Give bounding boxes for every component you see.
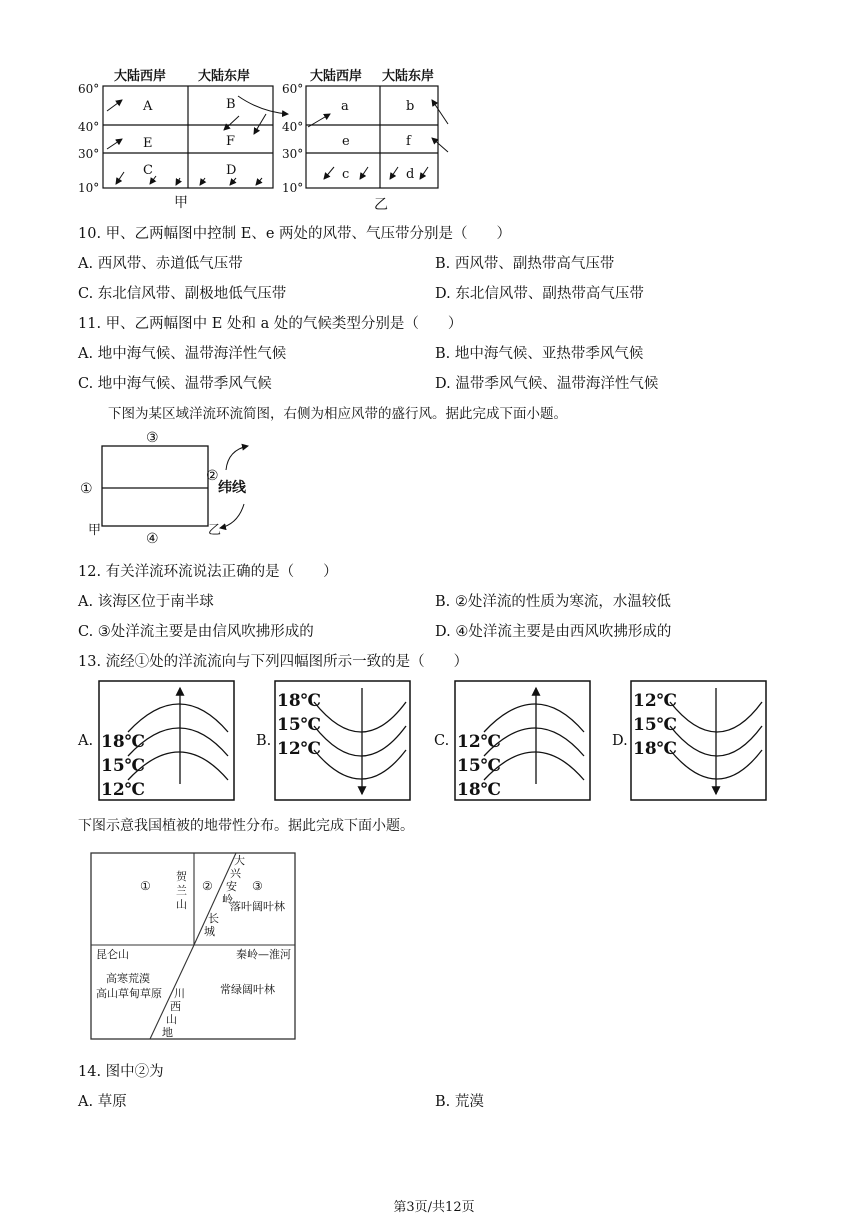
q10-option-b: B. 西风带、副热带高气压带 (435, 256, 615, 272)
ocean-current-figure (76, 426, 266, 548)
current-3: ③ (146, 430, 159, 446)
svg-text:B: B (226, 97, 236, 112)
svg-text:18℃: 18℃ (633, 739, 678, 759)
svg-text:12℃: 12℃ (633, 691, 678, 711)
q13-option-d-label: D. (612, 733, 628, 749)
yi-lat-10: 10° (282, 181, 304, 195)
svg-text:12℃: 12℃ (277, 739, 322, 759)
jia-lat-40: 40° (78, 120, 100, 134)
q10-option-d: D. 东北信风带、副热带高气压带 (435, 286, 644, 302)
svg-text:18℃: 18℃ (101, 732, 146, 752)
current-4: ④ (146, 531, 159, 547)
svg-text:兰: 兰 (176, 884, 187, 897)
q10-option-a: A. 西风带、赤道低气压带 (78, 256, 243, 272)
svg-text:E: E (143, 136, 153, 151)
svg-text:长: 长 (208, 912, 219, 925)
q13-option-a-figure (98, 680, 236, 802)
yi-label: 乙 (374, 197, 388, 213)
jia-lat-30: 30° (78, 147, 100, 161)
svg-text:高山草甸草原: 高山草甸草原 (96, 987, 162, 1000)
svg-text:c: c (342, 167, 350, 182)
q11-option-a: A. 地中海气候、温带海洋性气候 (78, 346, 287, 362)
svg-text:①: ① (140, 879, 151, 893)
svg-text:18℃: 18℃ (457, 780, 502, 800)
svg-text:大: 大 (234, 854, 245, 867)
jia-lat-10: 10° (78, 181, 100, 195)
svg-text:川: 川 (174, 987, 185, 1000)
svg-text:落叶阔叶林: 落叶阔叶林 (230, 900, 285, 913)
yi-lat-60: 60° (282, 82, 304, 96)
svg-text:②: ② (202, 879, 213, 893)
q13-option-b-figure (274, 680, 412, 802)
svg-text:城: 城 (204, 925, 215, 938)
q10-option-c: C. 东北信风带、副极地低气压带 (78, 286, 287, 302)
svg-text:兴: 兴 (230, 867, 241, 880)
svg-text:18℃: 18℃ (277, 691, 322, 711)
vegetation-figure (88, 850, 298, 1042)
svg-text:b: b (406, 99, 415, 114)
wind-belt-figure (76, 62, 456, 214)
current-2: ② (206, 468, 219, 484)
svg-text:15℃: 15℃ (277, 715, 322, 735)
q13-option-d-figure (630, 680, 768, 802)
veg-intro: 下图示意我国植被的地带性分布。据此完成下面小题。 (78, 818, 414, 834)
q11-option-b: B. 地中海气候、亚热带季风气候 (435, 346, 644, 362)
q12-option-d: D. ④处洋流主要是由西风吹拂形成的 (435, 624, 672, 640)
svg-text:F: F (226, 134, 236, 149)
q12-option-a: A. 该海区位于南半球 (78, 594, 214, 610)
jia-lat-60: 60° (78, 82, 100, 96)
q13-option-c-label: C. (434, 733, 450, 749)
q14-option-b: B. 荒漠 (435, 1094, 484, 1110)
current-intro: 下图为某区域洋流环流简图，右侧为相应风带的盛行风。据此完成下面小题。 (108, 406, 567, 422)
current-1: ① (80, 481, 93, 497)
q12-option-c: C. ③处洋流主要是由信风吹拂形成的 (78, 624, 314, 640)
svg-text:山: 山 (166, 1013, 177, 1026)
svg-text:常绿阔叶林: 常绿阔叶林 (220, 983, 275, 996)
svg-text:秦岭—淮河: 秦岭—淮河 (236, 948, 291, 961)
svg-text:昆仑山: 昆仑山 (96, 948, 129, 961)
current-jia: 甲 (88, 523, 102, 538)
jia-label: 甲 (174, 195, 188, 211)
yi-west-coast-label: 大陆西岸 (310, 69, 363, 84)
latitude-label: 纬线 (218, 480, 246, 496)
q13-option-b-label: B. (256, 733, 272, 749)
svg-text:12℃: 12℃ (457, 732, 502, 752)
page-footer: 第3页/共12页 (393, 1200, 475, 1215)
q11-stem: 11. 甲、乙两幅图中 E 处和 a 处的气候类型分别是（ ） (78, 316, 463, 332)
svg-text:C: C (143, 163, 153, 178)
svg-text:15℃: 15℃ (457, 756, 502, 776)
svg-text:安: 安 (226, 880, 237, 893)
svg-text:12℃: 12℃ (101, 780, 146, 800)
current-yi: 乙 (208, 523, 222, 538)
q14-option-a: A. 草原 (78, 1094, 127, 1110)
svg-text:岭: 岭 (222, 893, 233, 906)
svg-text:③: ③ (252, 879, 263, 893)
jia-east-coast-label: 大陆东岸 (198, 69, 251, 84)
svg-text:15℃: 15℃ (633, 715, 678, 735)
svg-text:贺: 贺 (176, 870, 187, 883)
yi-lat-40: 40° (282, 120, 304, 134)
q13-option-c-figure (454, 680, 592, 802)
svg-text:高寒荒漠: 高寒荒漠 (106, 972, 150, 985)
yi-east-coast-label: 大陆东岸 (382, 69, 435, 84)
yi-lat-30: 30° (282, 147, 304, 161)
svg-text:f: f (406, 134, 411, 149)
q10-stem: 10. 甲、乙两幅图中控制 E、e 两处的风带、气压带分别是（ ） (78, 226, 512, 242)
q13-option-a-label: A. (78, 733, 94, 749)
q12-option-b: B. ②处洋流的性质为寒流，水温较低 (435, 594, 671, 610)
svg-text:地: 地 (162, 1026, 173, 1039)
svg-text:d: d (406, 167, 415, 182)
svg-text:e: e (342, 134, 350, 149)
q11-option-d: D. 温带季风气候、温带海洋性气候 (435, 376, 659, 392)
q14-stem: 14. 图中②为 (78, 1064, 164, 1080)
svg-text:15℃: 15℃ (101, 756, 146, 776)
svg-text:山: 山 (176, 898, 187, 911)
yi-grid (306, 86, 438, 188)
q12-stem: 12. 有关洋流环流说法正确的是（ ） (78, 564, 338, 580)
svg-text:A: A (143, 99, 153, 114)
svg-text:D: D (226, 163, 237, 178)
jia-west-coast-label: 大陆西岸 (114, 69, 167, 84)
svg-text:西: 西 (170, 1000, 181, 1013)
q11-option-c: C. 地中海气候、温带季风气候 (78, 376, 272, 392)
svg-text:a: a (341, 99, 349, 114)
q13-stem: 13. 流经①处的洋流流向与下列四幅图所示一致的是（ ） (78, 654, 469, 670)
